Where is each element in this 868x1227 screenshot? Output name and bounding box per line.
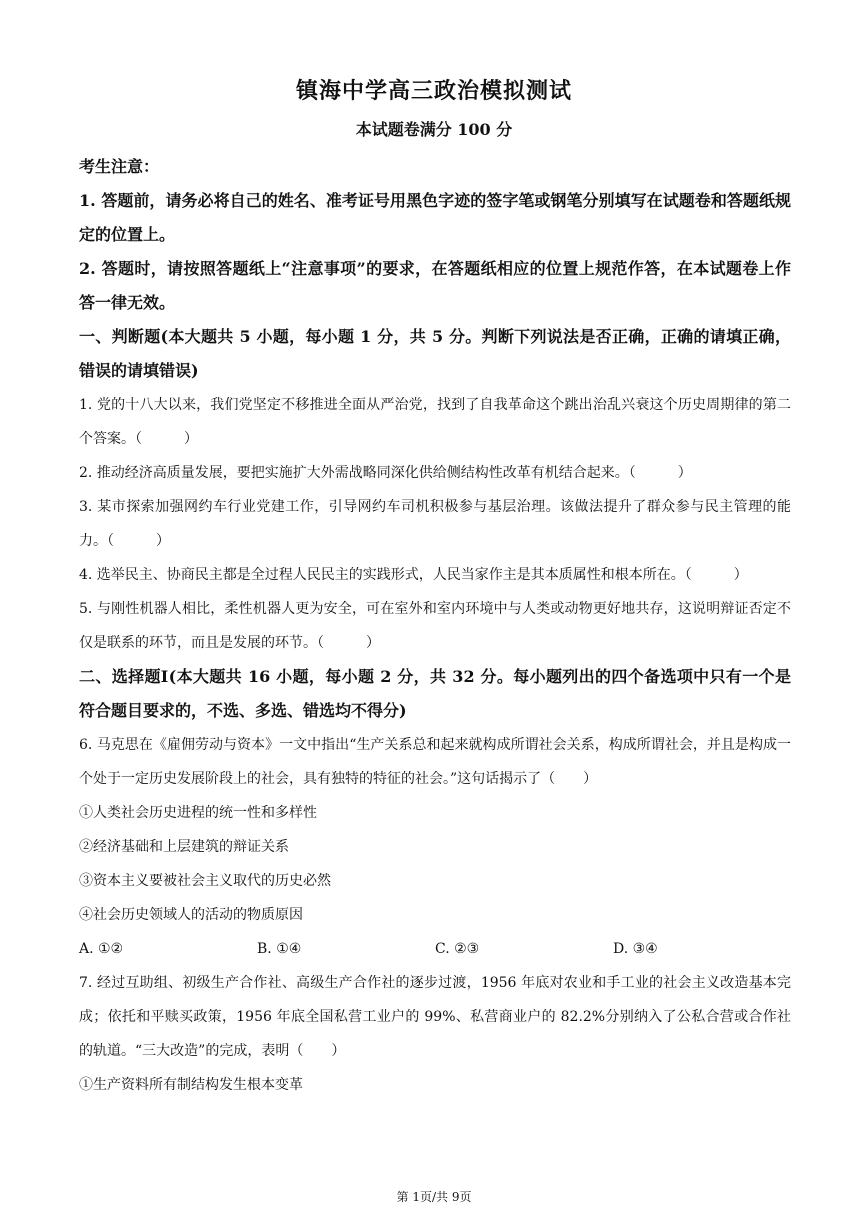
section1-heading: 一、判断题(本大题共 5 小题，每小题 1 分，共 5 分。判断下列说法是否正确，正确的请填正确，错误的请填错误) <box>79 327 791 380</box>
q7-option: ①生产资料所有制结构发生根本变革 <box>79 1077 303 1093</box>
page-subtitle: 本试题卷满分 100 分 <box>355 120 513 139</box>
page-content <box>79 150 791 1102</box>
question-2: 2. 推动经济高质量发展，要把实施扩大外需战略同深化供给侧结构性改革有机结合起来。（ ） <box>79 465 692 481</box>
question-7: 7. 经过互助组、初级生产合作社、高级生产合作社的逐步过渡，1956 年底对农业和手工业的社会主义改造基本完成；依托和平赎买政策，1956 年底全国私营工业户的 99%、私营商业户的 82.2%分别纳入了公私合营或合作社的轨道。“三大改造”的完成，表明（ ） <box>79 975 791 1059</box>
q6-option: ④社会历史领域人的活动的物质原因 <box>79 907 303 923</box>
q6-option: ③资本主义要被社会主义取代的历史必然 <box>79 873 331 889</box>
notice-heading: 考生注意： <box>79 157 160 176</box>
question-4: 4. 选举民主、协商民主都是全过程人民民主的实践形式，人民当家作主是其本质属性和根本所在。（ ） <box>79 567 748 583</box>
question-1: 1. 党的十八大以来，我们党坚定不移推进全面从严治党，找到了自我革命这个跳出治乱兴衰这个历史周期律的第二个答案。（ ） <box>79 397 791 447</box>
question-3: 3. 某市探索加强网约车行业党建工作，引导网约车司机积极参与基层治理。该做法提升了群众参与民主管理的能力。（ ） <box>79 499 791 549</box>
choice-b: B. ①④ <box>257 941 302 957</box>
q6-option: ①人类社会历史进程的统一性和多样性 <box>79 805 317 821</box>
question-6: 6. 马克思在《雇佣劳动与资本》一文中指出“生产关系总和起来就构成所谓社会关系，构成所谓社会，并且是构成一个处于一定历史发展阶段上的社会，具有独特的特征的社会。”这句话揭示了（ ） <box>79 737 791 787</box>
choice-a: A. ①② <box>79 941 124 957</box>
section2-heading: 二、选择题Ⅰ(本大题共 16 小题，每小题 2 分，共 32 分。每小题列出的四个备选项中只有一个是符合题目要求的，不选、多选、错选均不得分) <box>79 667 791 720</box>
page-number: 第 1页/共 9页 <box>396 1190 472 1204</box>
q6-option: ②经济基础和上层建筑的辩证关系 <box>79 839 289 855</box>
notice-item: 2. 答题时，请按照答题纸上“注意事项”的要求，在答题纸相应的位置上规范作答，在本试题卷上作答一律无效。 <box>79 259 791 312</box>
choice-c: C. ②③ <box>435 941 480 957</box>
page-title: 镇海中学高三政治模拟测试 <box>295 78 572 104</box>
choice-d: D. ③④ <box>613 941 658 957</box>
question-5: 5. 与刚性机器人相比，柔性机器人更为安全，可在室外和室内环境中与人类或动物更好地共存，这说明辩证否定不仅是联系的环节，而且是发展的环节。（ ） <box>79 601 791 651</box>
q6-choices <box>79 932 791 966</box>
notice-item: 1. 答题前，请务必将自己的姓名、准考证号用黑色字迹的签字笔或钢笔分别填写在试题卷和答题纸规定的位置上。 <box>79 191 791 244</box>
